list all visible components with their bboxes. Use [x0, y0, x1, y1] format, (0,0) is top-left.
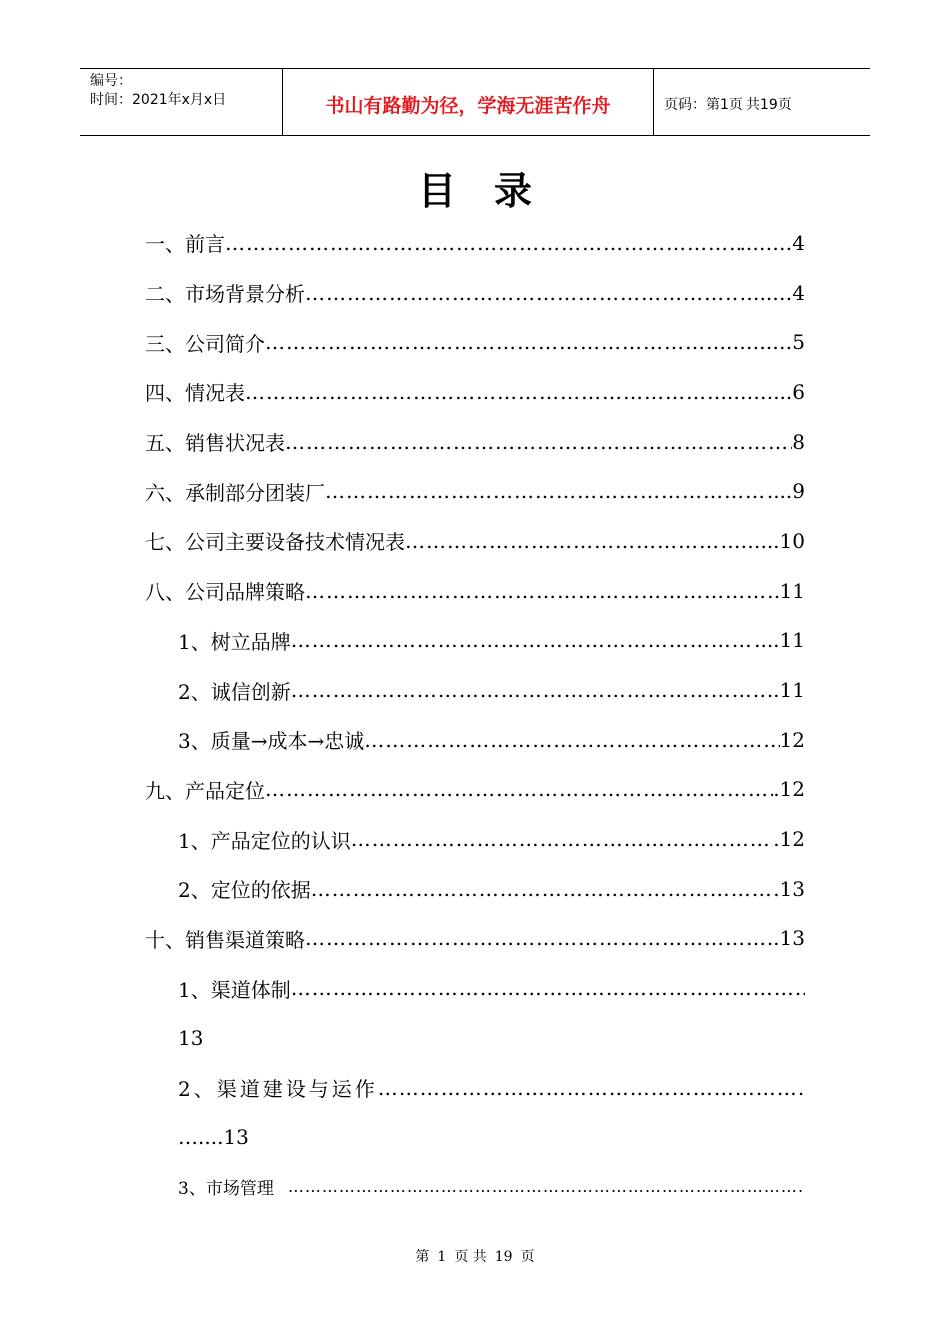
toc-page-number: …....13: [178, 1125, 249, 1150]
toc-entry-quality-cost-loyalty[interactable]: 3、质量→成本→忠诚 ………………………………………………………………………………………………………………………… 12: [145, 715, 805, 765]
toc-page-number: 8: [792, 429, 805, 454]
header-page-info: [654, 69, 870, 135]
header-time-label: 时间：2021年x月x日: [90, 92, 227, 108]
footer-total-pages: 19: [494, 1249, 513, 1265]
toc-title: 目录: [417, 169, 570, 213]
toc-entry-market-management[interactable]: 3、市场管理 …………………………………………………………………………………………………………………………: [145, 1162, 805, 1212]
toc-entry-positioning-understanding[interactable]: 1、产品定位的认识 ………………………………………………………………………………………………………………………… .12: [145, 814, 805, 864]
toc-entry-company-profile[interactable]: 三、公司简介 ………………………………………………………………………………………………………………………… …….…5: [145, 317, 805, 367]
toc-entry-channel-construction-page[interactable]: [145, 1112, 805, 1162]
toc-page-number: 13: [178, 1025, 204, 1050]
toc-entry-sales-status[interactable]: 五、销售状况表 ………………………………………………………………………………………………………………………… 8: [145, 417, 805, 467]
header-total-label: 共19页: [745, 97, 792, 113]
toc-page-number: ..11: [766, 678, 805, 703]
toc-entry-channel-construction[interactable]: 2、渠道建设与运作 …………………………………………………………………………………………………………………………: [145, 1063, 805, 1113]
toc-entry-contract-factories[interactable]: 六、承制部分团装厂 ………………………………………………………………………………………………………………………… ....9: [145, 466, 805, 516]
toc-entry-channel-system[interactable]: 1、渠道体制 …………………………………………………………………………………………………………………………: [145, 963, 805, 1013]
footer-page-number: 1: [437, 1249, 447, 1265]
toc-page-number: ..……...6: [720, 379, 805, 404]
toc-page-number: ....9: [766, 479, 805, 504]
table-of-contents: [145, 218, 805, 1212]
toc-page-number: .12: [773, 777, 805, 802]
header-meta: [80, 69, 282, 135]
toc-entry-channel-system-page[interactable]: [145, 1013, 805, 1063]
toc-entry-integrity-innovation[interactable]: 2、诚信创新 ………………………………………………………………………………………………………………………… ..11: [145, 665, 805, 715]
toc-entry-positioning-basis[interactable]: 2、定位的依据 ………………………………………………………………………………………………………………………… .13: [145, 864, 805, 914]
toc-entry-preface[interactable]: 一、前言 ………………………………………………………………………………………………………………………… ..……4: [145, 218, 805, 268]
toc-entry-build-brand[interactable]: 1、树立品牌 ………………………………………………………………………………………………………………………… ....11: [145, 616, 805, 666]
page-header: [80, 68, 870, 136]
toc-entry-market-background[interactable]: 二、市场背景分析 ………………………………………………………………………………………………………………………… …..…4: [145, 268, 805, 318]
toc-entry-situation-table[interactable]: 四、情况表 ………………………………………………………………………………………………………………………… ..……...6: [145, 367, 805, 417]
toc-page-number: .13: [773, 876, 805, 901]
header-number-label: 编号：: [90, 73, 132, 89]
header-page-label: 页码：第1页: [664, 97, 743, 113]
header-motto: 书山有路勤为径，学海无涯苦作舟: [282, 69, 654, 135]
toc-page-number: ..13: [766, 926, 805, 951]
toc-page-number: …..…4: [739, 280, 805, 305]
toc-page-number: 12: [779, 727, 805, 752]
toc-page-number: ……...10: [720, 528, 805, 553]
toc-entry-sales-channel[interactable]: 十、销售渠道策略 ………………………………………………………………………………………………………………………… ..13: [145, 914, 805, 964]
toc-page-number: …….…5: [725, 330, 805, 355]
toc-page-number: ....11: [754, 628, 805, 653]
toc-entry-equipment[interactable]: 七、公司主要设备技术情况表 ………………………………………………………………………………………………………………………… ……...10: [145, 516, 805, 566]
toc-entry-product-positioning[interactable]: 九、产品定位 ………………………………………………………………………………………………………………………… .12: [145, 765, 805, 815]
toc-page-number: .12: [773, 827, 805, 852]
toc-page-number: ..……4: [739, 230, 805, 255]
toc-page-number: 11: [779, 578, 805, 603]
page-footer: 第 1 页 共 19 页: [415, 1249, 535, 1265]
toc-entry-brand-strategy[interactable]: 八、公司品牌策略 ………………………………………………………………………………………………………………………… 11: [145, 566, 805, 616]
